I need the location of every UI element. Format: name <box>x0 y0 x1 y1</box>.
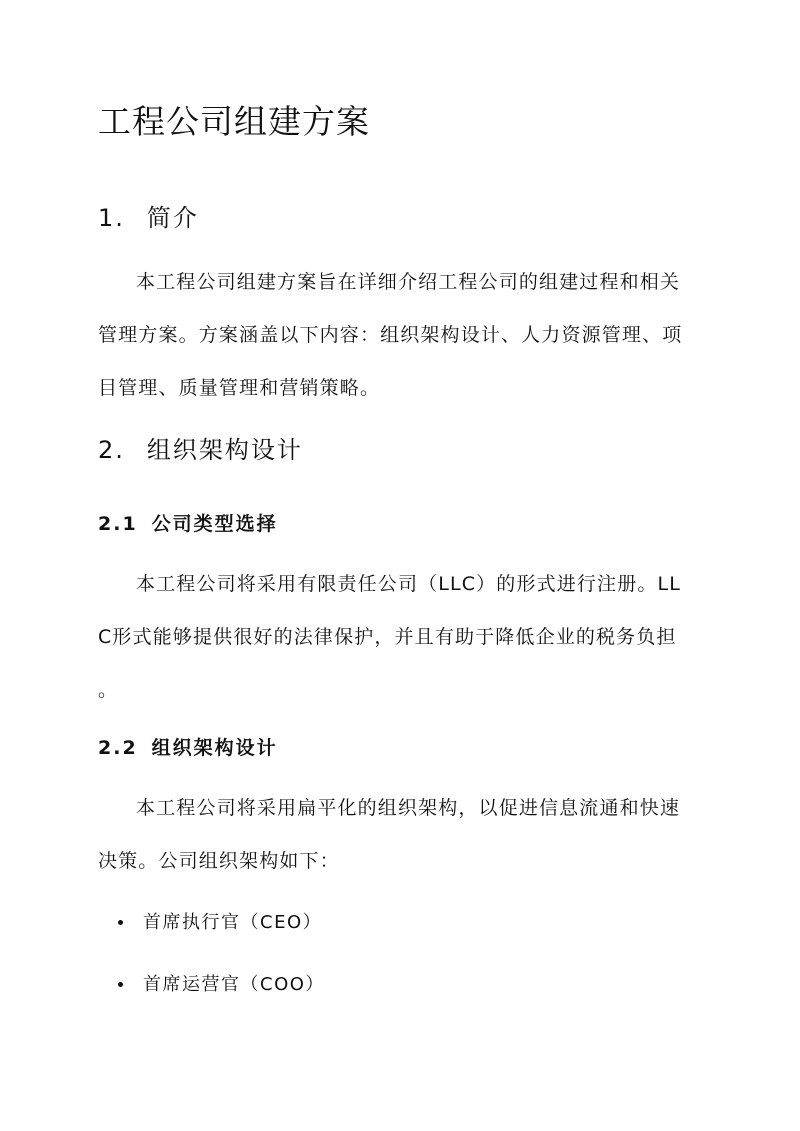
section-title: 组织架构设计 <box>146 436 303 464</box>
document-title: 工程公司组建方案 <box>98 102 370 141</box>
bullet-icon <box>118 920 123 925</box>
company-type-paragraph <box>98 558 704 717</box>
paragraph-line: 决策。公司组织架构如下： <box>98 850 340 872</box>
section-number: 1. <box>98 204 125 232</box>
paragraph-line: C形式能够提供很好的法律保护，并且有助于降低企业的税务负担 <box>98 626 677 648</box>
paragraph-line: 本工程公司组建方案旨在详细介绍工程公司的组建过程和相关 <box>136 271 681 293</box>
list-item <box>118 908 322 934</box>
subsection-number: 2.2 <box>98 737 138 759</box>
paragraph-line: 本工程公司将采用扁平化的组织架构，以促进信息流通和快速 <box>136 797 681 819</box>
subsection-title: 公司类型选择 <box>151 513 278 535</box>
paragraph-line: 管理方案。方案涵盖以下内容：组织架构设计、人力资源管理、项 <box>98 324 683 346</box>
paragraph-line: 本工程公司将采用有限责任公司（LLC）的形式进行注册。LL <box>136 573 681 595</box>
section-heading-org <box>98 430 303 465</box>
list-item-text: 首席运营官（COO） <box>143 974 325 995</box>
list-item-text: 首席执行官（CEO） <box>143 912 323 933</box>
subsection-number: 2.1 <box>98 513 138 535</box>
bullet-icon <box>118 982 123 987</box>
section-heading-intro <box>98 198 199 233</box>
section-number: 2. <box>98 436 125 464</box>
org-structure-paragraph <box>98 782 704 888</box>
subsection-heading-org-structure <box>98 733 278 760</box>
subsection-heading-company-type <box>98 509 278 536</box>
paragraph-line: 目管理、质量管理和营销策略。 <box>98 377 381 399</box>
subsection-title: 组织架构设计 <box>151 737 278 759</box>
paragraph-line: 。 <box>98 679 119 701</box>
intro-paragraph <box>98 256 704 415</box>
section-title: 简介 <box>146 204 199 232</box>
list-item <box>118 970 325 996</box>
